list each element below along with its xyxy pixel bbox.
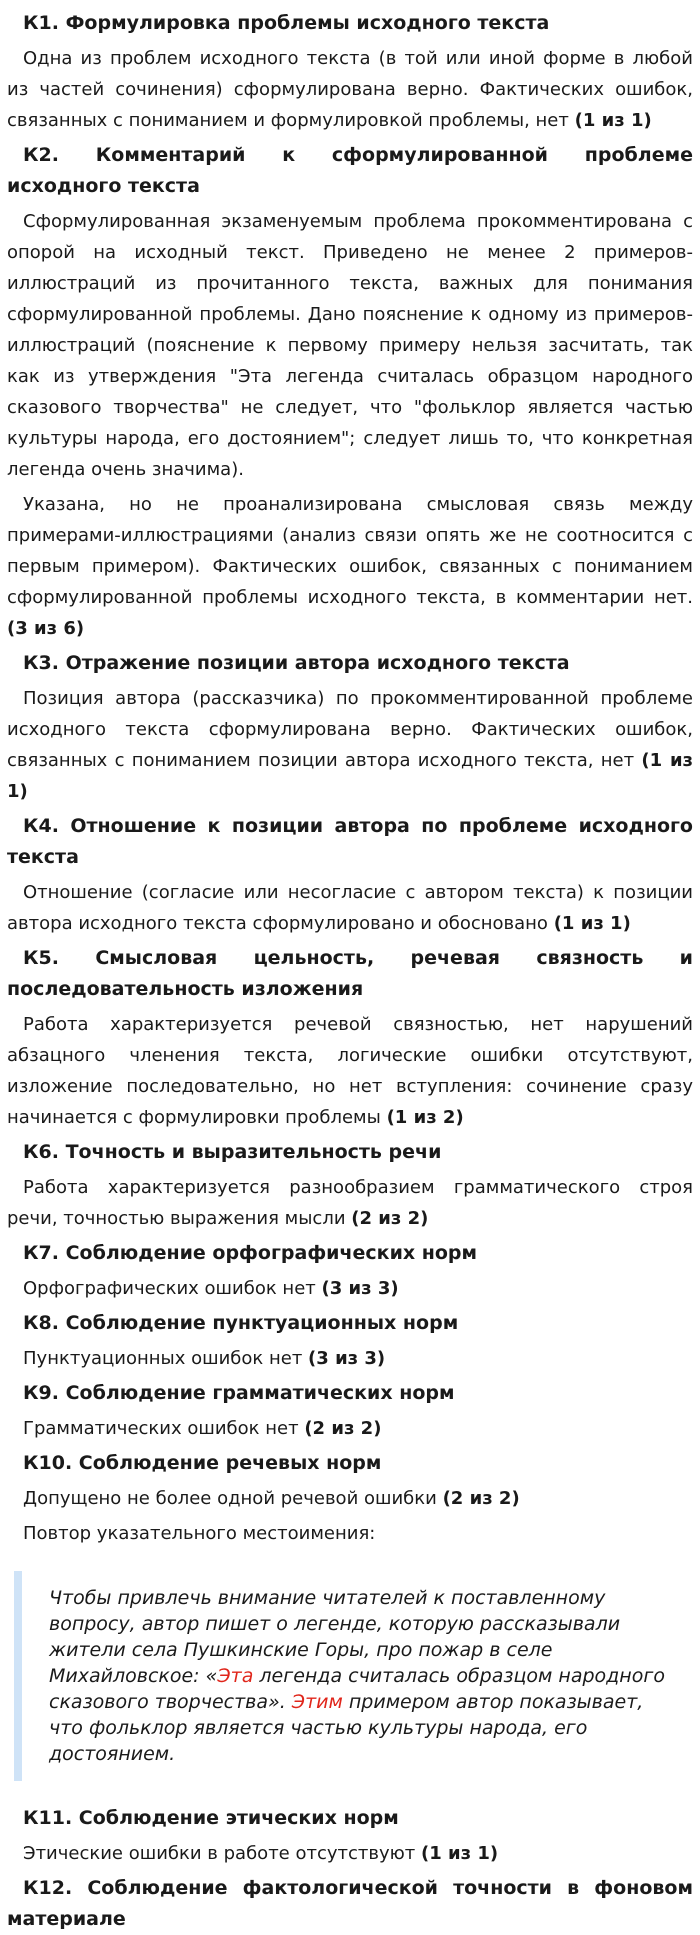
k6-text: Работа характеризуется разнообразием грамматического строя речи, точностью выражения мысли (2 из 2) <box>7 1177 693 1229</box>
k9-text: Грамматических ошибок нет (2 из 2) <box>23 1418 382 1439</box>
k2-score: (3 из 6) <box>7 618 85 639</box>
k5-score: (1 из 2) <box>386 1107 464 1128</box>
k7-heading: К7. Соблюдение орфографических норм <box>23 1242 478 1264</box>
k5-text: Работа характеризуется речевой связностью, нет нарушений абзацного членения текста, логические ошибки отсутствуют, изложение последовательно, но нет вступления: сочинение сразу начинается с формулировки проблемы (1 из 2) <box>7 1014 693 1128</box>
k9-heading: К9. Соблюдение грамматических норм <box>23 1382 455 1404</box>
k6-heading: К6. Точность и выразительность речи <box>23 1141 442 1163</box>
k11-heading: К11. Соблюдение этических норм <box>23 1807 399 1829</box>
highlight-eta: Эта <box>217 1665 254 1687</box>
k1-score: (1 из 1) <box>574 110 652 131</box>
k8-score: (3 из 3) <box>308 1348 386 1369</box>
k2-heading: К2. Комментарий к сформулированной проблеме исходного текста <box>7 144 693 197</box>
k11-score: (1 из 1) <box>421 1843 499 1864</box>
k10-text: Допущено не более одной речевой ошибки (2 из 2) <box>23 1488 520 1509</box>
k3-text: Позиция автора (рассказчика) по прокомментированной проблеме исходного текста сформулирована верно. Фактических ошибок, связанных с пониманием позиции автора исходного текста, нет (1 из 1) <box>7 688 694 802</box>
k2-text-2: Указана, но не проанализирована смысловая связь между примерами-иллюстрациями (анализ связи опять же не соотносится с первым примером). Фактических ошибок, связанных с пониманием сформулированной проблемы исходного текста, в комментарии нет. (3 из 6) <box>7 494 693 639</box>
k10-note: Повтор указательного местоимения: <box>23 1523 376 1544</box>
k7-score: (3 из 3) <box>321 1278 399 1299</box>
k1-heading: К1. Формулировка проблемы исходного текста <box>23 12 550 34</box>
k4-score: (1 из 1) <box>553 913 631 934</box>
k4-heading: К4. Отношение к позиции автора по проблеме исходного текста <box>7 815 693 868</box>
k5-heading: К5. Смысловая цельность, речевая связность и последовательность изложения <box>7 947 693 1000</box>
k1-text: Одна из проблем исходного текста (в той или иной форме в любой из частей сочинения) сформулирована верно. Фактических ошибок, связанных с пониманием и формулировкой проблемы, нет (1 из 1) <box>7 48 693 131</box>
k10-error-quote: Чтобы привлечь внимание читателей к поставленному вопросу, автор пишет о легенде, которую рассказывали жители села Пушкинские Горы, про пожар в селе Михайловское: «Эта легенда считалась образцом народного сказового творчества». Этим примером автор показывает, что фольклор является частью культуры народа, его достоянием. <box>14 1571 693 1781</box>
k8-heading: К8. Соблюдение пунктуационных норм <box>23 1312 459 1334</box>
k9-score: (2 из 2) <box>304 1418 382 1439</box>
k4-text: Отношение (согласие или несогласие с автором текста) к позиции автора исходного текста сформулировано и обосновано (1 из 1) <box>7 882 693 934</box>
k2-text-1: Сформулированная экзаменуемым проблема прокомментирована с опорой на исходный текст. Приведено не менее 2 примеров-иллюстраций из прочитанного текста, важных для понимания сформулированной проблемы. Дано пояснение к одному из примеров-иллюстраций (пояснение к первому примеру нельзя засчитать, так как из утверждения "Эта легенда считалась образцом народного сказового творчества" не следует, что "фольклор является частью культуры народа, его достоянием"; следует лишь то, что конкретная легенда очень значима). <box>7 211 693 480</box>
k11-text: Этические ошибки в работе отсутствуют (1 из 1) <box>23 1843 499 1864</box>
k6-score: (2 из 2) <box>351 1208 429 1229</box>
k3-heading: К3. Отражение позиции автора исходного текста <box>23 652 570 674</box>
k3-score: (1 из 1) <box>7 750 694 802</box>
k8-text: Пунктуационных ошибок нет (3 из 3) <box>23 1348 386 1369</box>
highlight-etim: Этим <box>291 1691 343 1713</box>
k10-heading: К10. Соблюдение речевых норм <box>23 1452 382 1474</box>
k7-text: Орфографических ошибок нет (3 из 3) <box>23 1278 399 1299</box>
k10-score: (2 из 2) <box>442 1488 520 1509</box>
k12-heading: К12. Соблюдение фактологической точности в фоновом материале <box>7 1877 693 1930</box>
